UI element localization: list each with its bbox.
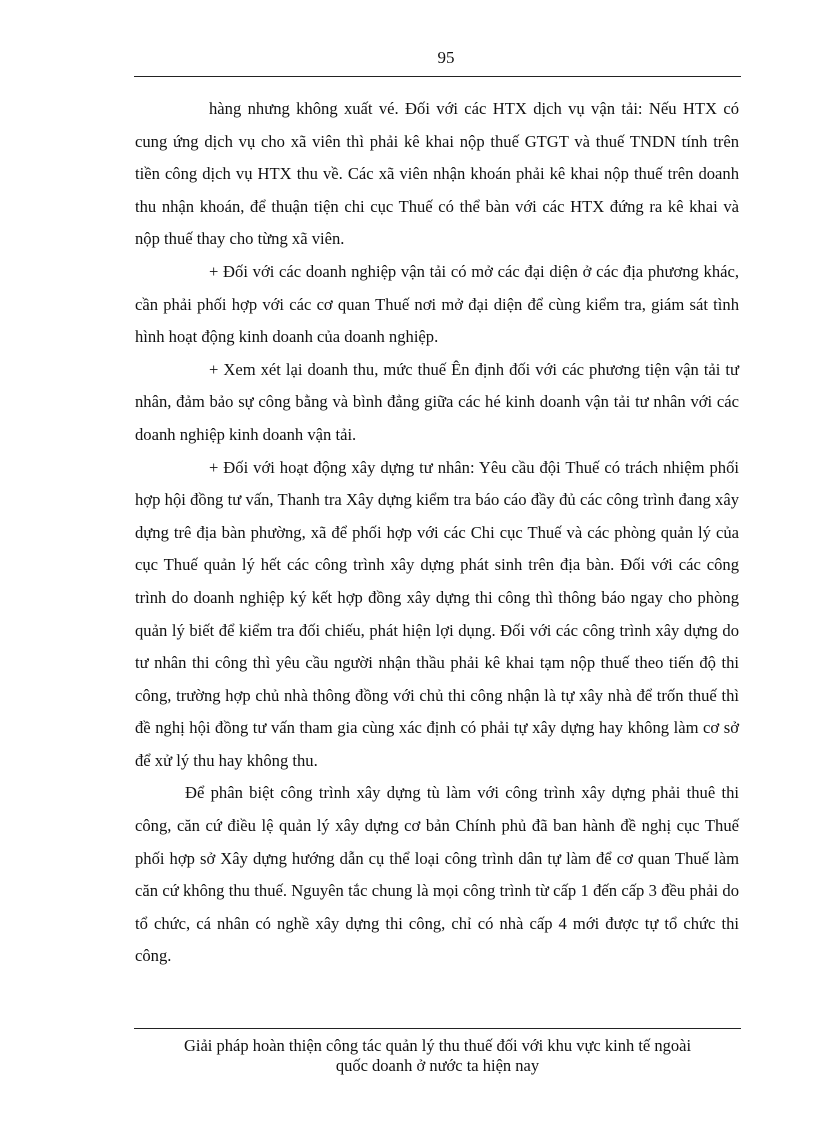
footer-title: [134, 1036, 741, 1076]
header-divider: [134, 76, 741, 77]
paragraph-continuation: hàng nhưng không xuất vé. Đối với các HTX dịch vụ vận tải: Nếu HTX có cung ứng dịch vụ cho xã viên thì phải kê khai nộp thuế GTGT và thuế TNDN tính trên tiền công dịch vụ HTX thu về. Các xã viên nhận khoán phải kê khai nộp thuế trên doanh thu nhận khoán, để thuận tiện chi cục Thuế có thể bàn với các HTX đứng ra kê khai và nộp thuế thay cho từng xã viên.: [135, 99, 739, 249]
footer-title-line-1: Giải pháp hoàn thiện công tác quản lý thu thuế đối với khu vực kinh tế ngoài: [183, 1036, 692, 1055]
paragraph-private-construction: + Đối với hoạt động xây dựng tư nhân: Yêu cầu đội Thuế có trách nhiệm phối hợp hội đồng tư vấn, Thanh tra Xây dựng kiểm tra báo cáo đầy đủ các công trình đang xây dựng trê địa bàn phường, xã để phối hợp với các Chi cục Thuế và các phòng quản lý của cục Thuế quản lý hết các công trình xây dựng phát sinh trên địa bàn. Đối với các công trình do doanh nghiệp ký kết hợp đồng xây dựng thi công thì thông báo ngay cho phòng quản lý biết để kiểm tra đối chiếu, phát hiện lợi dụng. Đối với các công trình xây dựng do tư nhân thi công thì yêu cầu người nhận thầu phải kê khai tạm nộp thuế theo tiến độ thi công, trường hợp chủ nhà thông đồng với chủ thi công nhận là tự xây nhà để trốn thuế thì đề nghị hội đồng tư vấn tham gia cùng xác định có phải tự xây dựng hay không làm cơ sở để xử lý thu hay không thu.: [135, 457, 739, 770]
page-number: 95: [437, 48, 455, 67]
paragraph-construction-classification: Để phân biệt công trình xây dựng tù làm với công trình xây dựng phải thuê thi công, căn cứ điều lệ quản lý xây dựng cơ bản Chính phủ đã ban hành đề nghị cục Thuế phối hợp sở Xây dựng hướng dẫn cụ thể loại công trình dân tự làm để cơ quan Thuế làm căn cứ không thu thuế. Nguyên tắc chung là mọi công trình từ cấp 1 đến cấp 3 đều phải do tổ chức, cá nhân có nghề xây dựng thi công, chỉ có nhà cấp 4 mới được tự tổ chức thi công.: [135, 783, 739, 966]
footer-divider: [134, 1028, 741, 1029]
document-body: [135, 93, 739, 973]
paragraph-transport-branches: + Đối với các doanh nghiệp vận tải có mở các đại diện ở các địa phương khác, cần phải phối hợp với các cơ quan Thuế nơi mở đại diện để cùng kiểm tra, giám sát tình hình hoạt động kinh doanh của doanh nghiệp.: [135, 261, 739, 347]
paragraph-private-transport: + Xem xét lại doanh thu, mức thuế Ên định đối với các phương tiện vận tải tư nhân, đảm bảo sự công bằng và bình đẳng giữa các hé kinh doanh vận tải tư nhân với các doanh nghiệp kinh doanh vận tải.: [135, 359, 739, 444]
footer-title-line-2: quốc doanh ở nước ta hiện nay: [335, 1056, 540, 1075]
